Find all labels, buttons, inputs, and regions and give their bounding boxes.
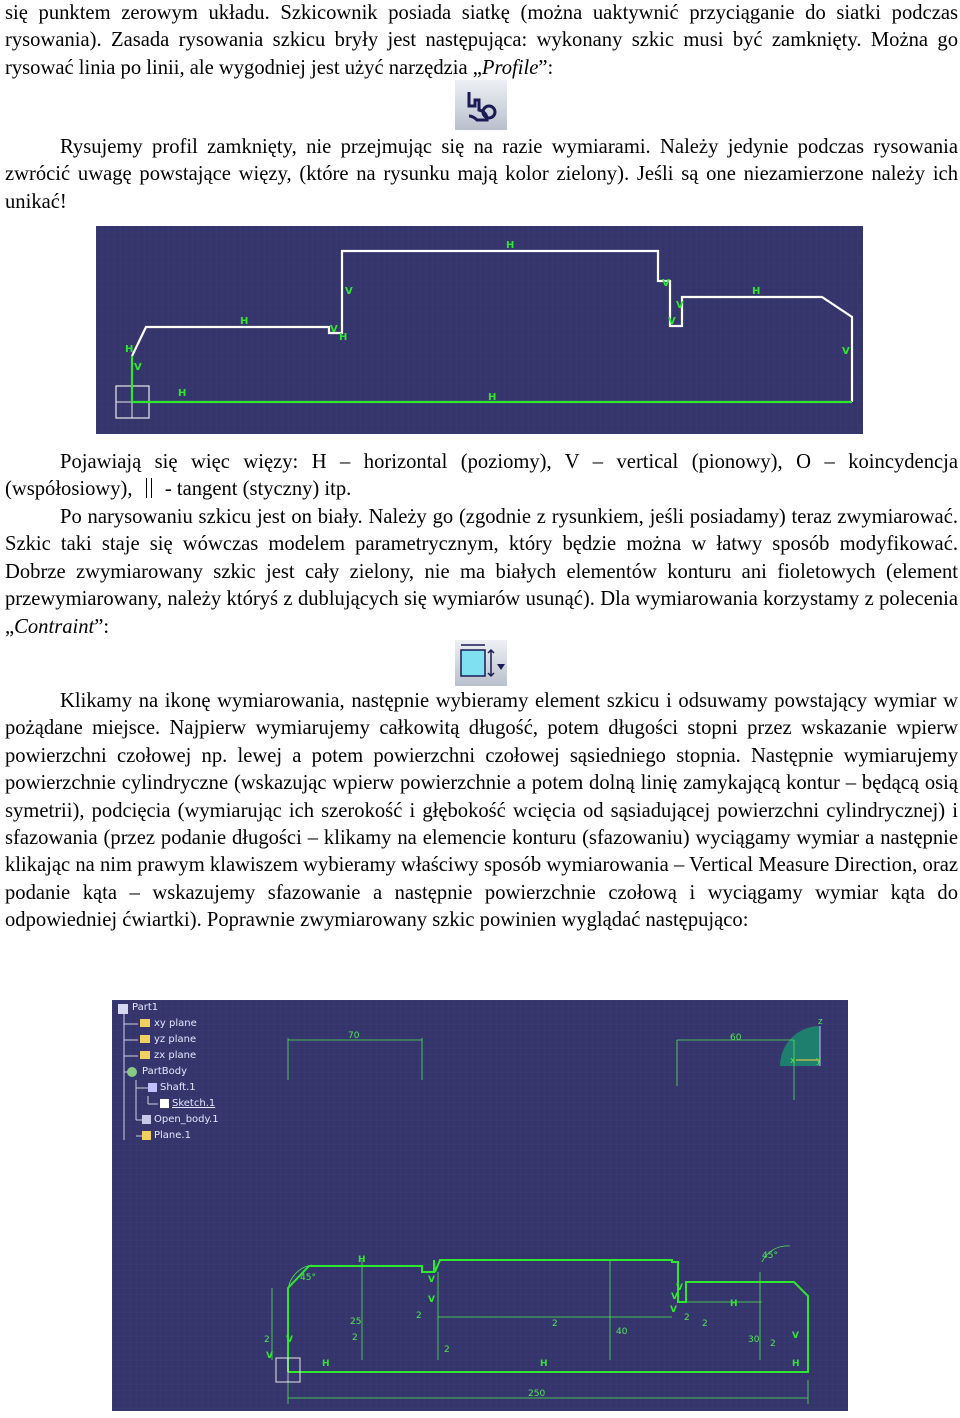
dimension-label: 2 [264, 1335, 270, 1345]
body-icon [127, 1067, 137, 1077]
plane-icon [140, 1019, 150, 1027]
sketch-icon [160, 1099, 169, 1108]
paragraph-2: Rysujemy profil zamknięty, nie przejmując się na razie wymiarami. Należy jedynie podczas rysowania zwrócić uwagę powstające więzy, (które na rysunku mają kolor zielony). Jeśli są one niezamierzone należy ich unikać! [5, 136, 958, 213]
constraint-label: H [540, 1359, 548, 1369]
constraint-label: V [345, 286, 353, 297]
constraint-label: H [322, 1359, 330, 1369]
constraint-label: H [358, 1255, 366, 1265]
paragraph-4 [5, 504, 958, 641]
constraint-label: V [670, 1305, 677, 1315]
constraint-label: H [752, 286, 761, 297]
dimension-label: 45° [300, 1273, 316, 1283]
constraint-label: H [339, 332, 348, 343]
dimension-label: 2 [352, 1333, 358, 1343]
paragraph-1-end: ”: [538, 56, 554, 79]
constraint-label: V [428, 1275, 435, 1285]
dimension-label: 40 [616, 1327, 628, 1337]
sketch-screenshot-1 [96, 226, 863, 434]
paragraph-1-text: się punktem zerowym układu. Szkicownik posiada siatkę (można uaktywnić przyciąganie do siatki podczas rysowania). Zasada rysowania szkicu bryły jest następująca: wykonany szkic musi być zamknięty. Można go rysować linia po linii, ale wygodniej jest użyć narzędzia „ [5, 2, 958, 79]
profile-tool-name: Profile [481, 56, 539, 79]
tree-item-yz-plane[interactable]: yz plane [154, 1034, 197, 1045]
tree-item-open-body[interactable]: Open_body.1 [154, 1114, 219, 1125]
paragraph-4-end: ”: [94, 615, 110, 638]
paragraph-3-text: Pojawiają się więc więzy: H – horizontal (poziomy), V – vertical (pionowy), O – koincydencja (współosiowy), [5, 451, 958, 501]
shaft-icon [148, 1083, 157, 1092]
constraint-label: V [668, 316, 676, 327]
dimension-label: 45° [762, 1251, 778, 1261]
body-icon [142, 1115, 151, 1124]
tree-item-xy-plane[interactable]: xy plane [154, 1018, 197, 1029]
dimension-label: 2 [770, 1339, 776, 1349]
plane-icon [140, 1035, 150, 1043]
paragraph-4-text: Po narysowaniu szkicu jest on biały. Należy go (zgodnie z rysunkiem, jeśli posiadamy) teraz zwymiarować. Szkic taki staje się wówczas modelem parametrycznym, który będzie można w łatwy sposób modyfikować. Dobrze zwymiarowany szkic jest cały zielony, nie ma białych elementów konturu ani fioletowych (element przewymiarowany, należy któryś z dublujących się wymiarów usunąć). Dla wymiarowania korzystamy z polecenia „ [5, 506, 958, 638]
tree-item-plane1[interactable]: Plane.1 [154, 1130, 191, 1141]
constraint-label: H [730, 1299, 738, 1309]
part-icon [118, 1004, 128, 1014]
dimension-label: 2 [444, 1345, 450, 1355]
constraint-label: H [178, 388, 187, 399]
paragraph-5: Klikamy na ikonę wymiarowania, następnie wybieramy element szkicu i odsuwamy powstający wymiar w pożądane miejsce. Najpierw wymiarujemy całkowitą długość, potem długości stopni przez wskazanie wpierw powierzchni czołowej np. lewej a potem powierzchni czołowej sąsiedniego stopnia. Następnie wymiarujemy powierzchnie cylindryczne (wskazując wpierw powierzchnie a potem dolną linię zamykającą kontur – będącą osią symetrii), podcięcia (wymiarując ich szerokość i głębokość wcięcia od sąsiadującej powierzchni cylindrycznej) i sfazowania (przez podanie długości – klikamy na elemencie konturu (sfazowaniu) wyciągamy wymiar a następnie klikając na nim prawym klawiszem wybieramy właściwy sposób wymiarowania – Vertical Measure Direction, oraz podanie kąta – wskazujemy sfazowanie a następnie powierzchnie czołową i wyciągamy wymiar kąta do odpowiedniej ćwiartki). Poprawnie zwymiarowany szkic powinien wyglądać następująco: [5, 690, 958, 932]
constraint-label: V [676, 300, 684, 311]
constraint-label: V [676, 1283, 683, 1293]
constraint-label: V [134, 362, 142, 373]
tree-item-shaft[interactable]: Shaft.1 [160, 1082, 196, 1093]
tree-item-partbody[interactable]: PartBody [142, 1066, 187, 1077]
tangent-symbol-icon [138, 478, 160, 498]
paragraph-1 [5, 0, 958, 82]
paragraph-3-end: - tangent (styczny) itp. [159, 478, 352, 501]
axis-label-z: z [818, 1017, 823, 1027]
constraint-label: V [428, 1295, 435, 1305]
dimension-label: 2 [702, 1319, 708, 1329]
plane-icon [140, 1051, 150, 1059]
dimension-label: 2 [684, 1313, 690, 1323]
constraint-label: V [330, 324, 338, 335]
axis-label-y: y [816, 1056, 822, 1066]
dimension-label: 250 [528, 1389, 546, 1399]
constraint-label: V [662, 278, 670, 289]
constraint-label: V [671, 1292, 678, 1302]
sketch-screenshot-2 [112, 1000, 848, 1411]
constraint-label: H [125, 344, 134, 355]
constraint-label: H [240, 316, 249, 327]
dimension-label: 30 [748, 1335, 760, 1345]
dimension-label: 2 [416, 1311, 422, 1321]
profile-tool-icon [455, 80, 507, 130]
dimension-label: 25 [350, 1317, 362, 1327]
dimension-label: 60 [730, 1033, 742, 1043]
tree-item-part1[interactable]: Part1 [132, 1002, 159, 1013]
constraint-label: V [842, 346, 850, 357]
constraint-label: H [506, 240, 515, 251]
tree-item-sketch[interactable]: Sketch.1 [172, 1098, 216, 1109]
constraint-tool-name: Contraint [14, 615, 95, 638]
constraint-label: V [286, 1335, 293, 1345]
constraint-label: H [488, 392, 497, 403]
constraint-tool-icon [455, 640, 507, 686]
axis-label-x: x [790, 1056, 796, 1066]
plane-icon [142, 1131, 151, 1140]
tree-item-zx-plane[interactable]: zx plane [154, 1050, 197, 1061]
constraint-label: V [792, 1331, 799, 1341]
paragraph-3 [5, 449, 958, 504]
constraint-label: V [266, 1351, 273, 1361]
dimension-label: 2 [552, 1319, 558, 1329]
dimension-label: 70 [348, 1031, 360, 1041]
constraint-label: H [792, 1359, 800, 1369]
